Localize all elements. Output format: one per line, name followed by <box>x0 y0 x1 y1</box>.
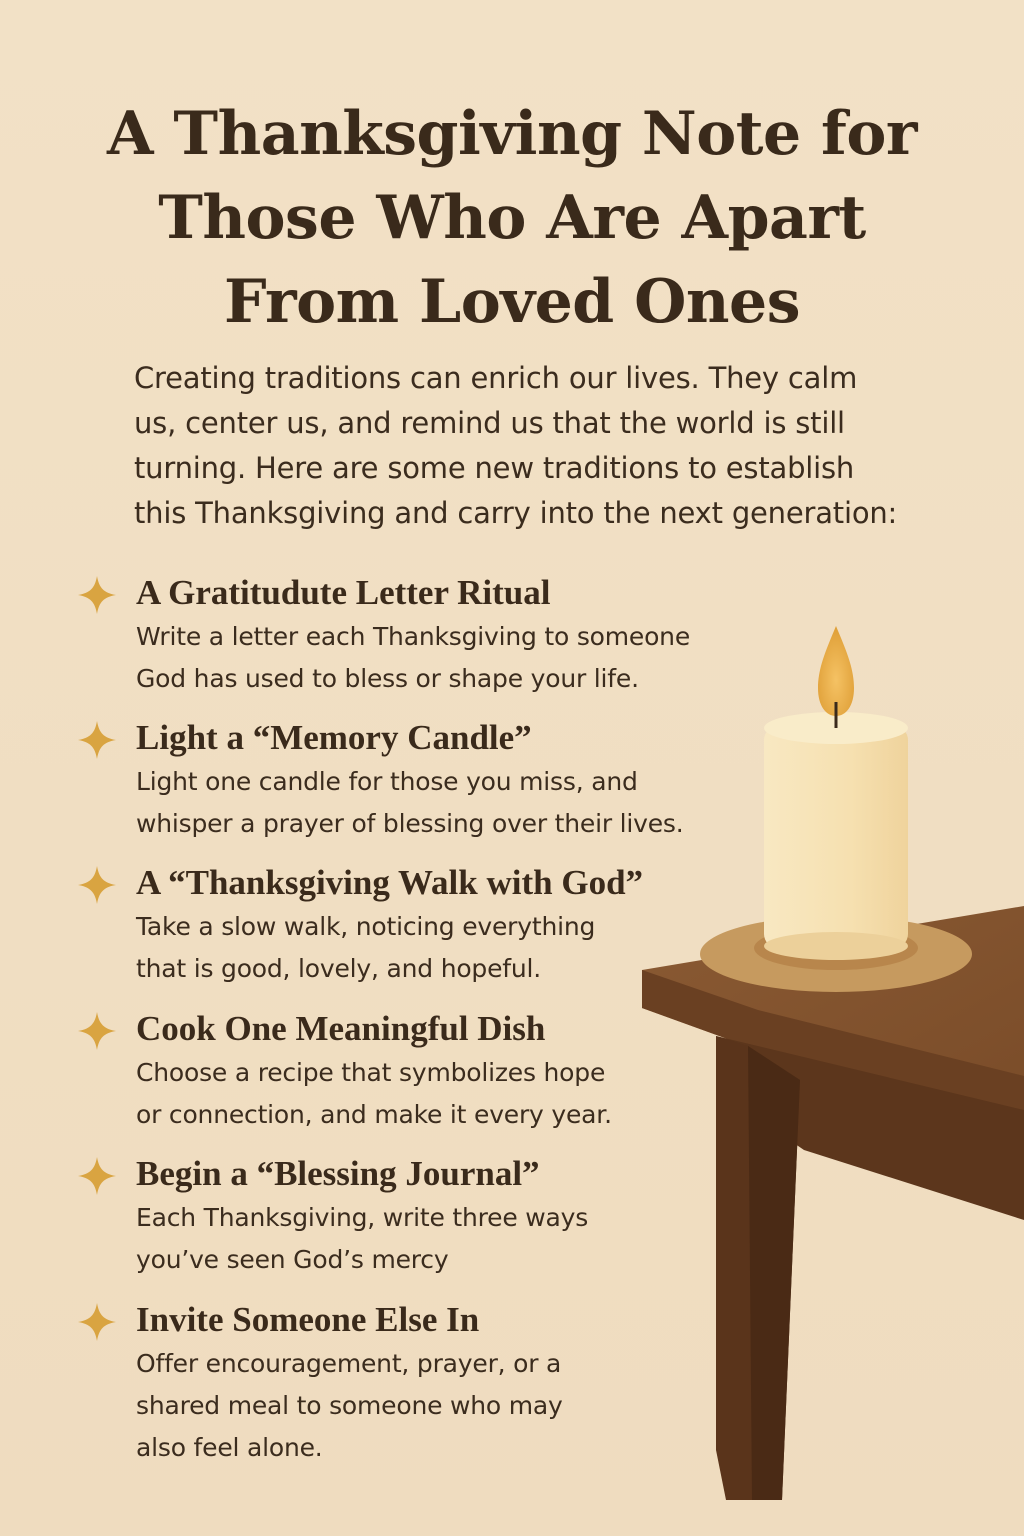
table-top-edge <box>642 970 1024 1118</box>
tradition-line: you’ve seen God’s mercy <box>136 1245 449 1274</box>
tradition-title: A “Thanksgiving Walk with God” <box>136 863 644 902</box>
intro-paragraph <box>134 356 954 536</box>
tradition-title: Cook One Meaningful Dish <box>136 1009 546 1048</box>
tradition-description <box>136 906 595 990</box>
table <box>642 906 1024 1500</box>
sparkle-icon <box>76 864 118 906</box>
intro-line: us, center us, and remind us that the world is still <box>134 406 845 440</box>
tradition-line: whisper a prayer of blessing over their lives. <box>136 809 684 838</box>
table-top <box>642 906 1024 1118</box>
page-title <box>60 92 964 344</box>
tradition-line: or connection, and make it every year. <box>136 1100 612 1129</box>
tradition-description <box>136 1052 612 1136</box>
tradition-description <box>136 616 690 700</box>
tradition-title: A Gratitudute Letter Ritual <box>136 573 551 612</box>
sparkle-icon <box>76 1155 118 1197</box>
tradition-title: Invite Someone Else In <box>136 1300 480 1339</box>
tradition-line: Each Thanksgiving, write three ways <box>136 1203 589 1232</box>
tradition-line: that is good, lovely, and hopeful. <box>136 954 542 983</box>
tradition-line: Write a letter each Thanksgiving to someone <box>136 622 691 651</box>
candle-holder <box>700 916 972 992</box>
sparkle-icon <box>76 719 118 761</box>
intro-line: turning. Here are some new traditions to establish <box>134 451 855 485</box>
sparkle-icon <box>76 1010 118 1052</box>
tradition-line: shared meal to someone who may <box>136 1391 563 1420</box>
intro-line: Creating traditions can enrich our lives. They calm <box>134 361 858 395</box>
table-apron <box>716 1036 1024 1220</box>
tradition-description <box>136 1197 588 1281</box>
tradition-description <box>136 761 684 845</box>
tradition-line: Choose a recipe that symbolizes hope <box>136 1058 606 1087</box>
tradition-line: God has used to bless or shape your life. <box>136 664 639 693</box>
tradition-line: Take a slow walk, noticing everything <box>136 912 596 941</box>
title-line: From Loved Ones <box>224 267 800 337</box>
tradition-title: Begin a “Blessing Journal” <box>136 1154 540 1193</box>
flame-icon <box>818 626 854 728</box>
title-line: Those Who Are Apart <box>158 183 866 253</box>
intro-line: this Thanksgiving and carry into the next generation: <box>134 496 898 530</box>
tradition-line: also feel alone. <box>136 1433 323 1462</box>
tradition-description <box>136 1343 563 1469</box>
tradition-title: Light a “Memory Candle” <box>136 718 532 757</box>
sparkle-icon <box>76 1301 118 1343</box>
title-line: A Thanksgiving Note for <box>106 99 917 169</box>
tradition-line: Light one candle for those you miss, and <box>136 767 638 796</box>
tradition-line: Offer encouragement, prayer, or a <box>136 1349 562 1378</box>
table-leg <box>716 1036 800 1500</box>
table-leg-shade <box>748 1046 800 1500</box>
candle <box>764 712 908 960</box>
sparkle-icon <box>76 574 118 616</box>
